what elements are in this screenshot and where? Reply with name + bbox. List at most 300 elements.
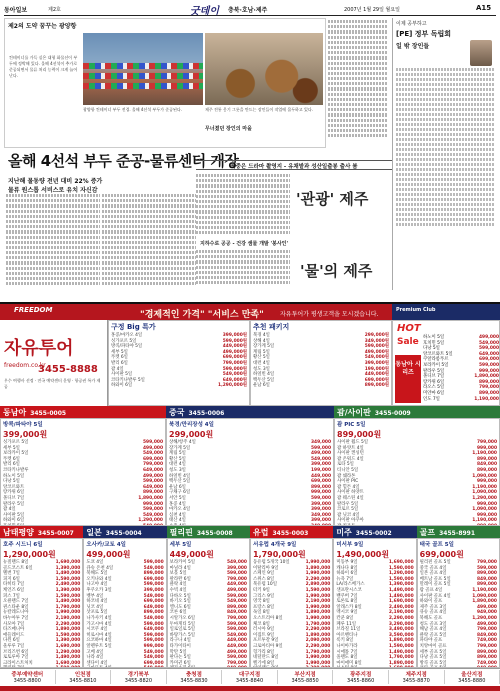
- destination-name: 괌 4일: [3, 507, 16, 513]
- price-value: 949,000: [476, 610, 497, 616]
- main-headline: 올해 4선석 부두 준공-물류센터 개장: [8, 152, 239, 170]
- page-number: A15: [476, 4, 492, 12]
- destination-name: 센다이 4일: [86, 660, 108, 666]
- price-value: 999,000: [477, 512, 497, 518]
- price-value: 1,490,000: [388, 587, 414, 593]
- destination-name: 터키 9일: [253, 587, 270, 593]
- destination-name: 러시아 9일: [253, 627, 275, 633]
- price-value: 699,000: [143, 456, 163, 462]
- right-column: [392, 18, 496, 290]
- price-value: 599,000: [226, 621, 247, 627]
- right-body: [396, 68, 494, 228]
- branch-phone: 3455-8850: [291, 678, 319, 684]
- price-value: 199,000: [311, 467, 331, 473]
- featured-price: 1,290,000원: [3, 550, 56, 559]
- branch-name: 광주지점: [350, 672, 372, 678]
- branch-phone: 3455-8830: [180, 678, 208, 684]
- branch-phone: 3455-8810: [69, 678, 97, 684]
- paper-name: 동아일보: [4, 7, 28, 14]
- region-name: 괌/사이판: [337, 408, 371, 417]
- destination-name: 괌 골프 4일: [419, 587, 443, 593]
- price-value: 699,000: [143, 576, 164, 582]
- destination-name: 스페인 9일: [253, 571, 275, 577]
- price-value: 399,000원: [222, 333, 247, 338]
- price-value: 499,000: [226, 649, 247, 655]
- advertisement-section: [0, 302, 500, 691]
- region-header[interactable]: [333, 526, 416, 538]
- branch-contact[interactable]: [445, 670, 500, 684]
- price-value: 1,290,000: [388, 571, 414, 577]
- right-title: [PE] 정부 독립회: [396, 30, 451, 38]
- destination-name: 사이판 켄싱턴: [337, 451, 364, 457]
- craft-photo: [205, 33, 323, 105]
- destination-name: 구채구 6일: [169, 490, 191, 496]
- price-value: 799,000: [226, 660, 247, 666]
- destination-name: 퀸스타운 8일: [3, 604, 29, 610]
- price-value: 2,290,000: [55, 621, 81, 627]
- text-column: [328, 20, 388, 144]
- body-column-2: [102, 194, 196, 290]
- price-value: 1,490,000: [388, 593, 414, 599]
- price-value: 899,000원: [364, 383, 389, 389]
- featured-price: 1,790,000원: [253, 550, 306, 559]
- price-value: 799,000: [476, 643, 497, 649]
- lower-banner: 북중은 드라마 촬영지 - 유채밭과 성산일출봉 출사 붐: [196, 160, 392, 170]
- package-list: [250, 320, 392, 406]
- price-value: 799,000: [226, 576, 247, 582]
- featured-package: 북경/만리장성 4일: [169, 422, 214, 428]
- price-value: 2,190,000: [55, 615, 81, 621]
- price-value: 1,590,000: [388, 643, 414, 649]
- branch-contact[interactable]: [111, 670, 167, 684]
- price-value: 3,290,000: [388, 621, 414, 627]
- destination-name: 북해도 5일: [86, 571, 108, 577]
- branch-contact[interactable]: [222, 670, 278, 684]
- tourism-headline: '관광' 제주: [296, 190, 369, 208]
- destination-name: 몰디브 7일: [3, 495, 25, 501]
- hot-label: HOT: [397, 323, 421, 334]
- destination-name: 코타키나발루: [3, 467, 29, 473]
- branch-name: 울산지점: [461, 672, 483, 678]
- price-value: 1,590,000: [388, 576, 414, 582]
- destination-name: 세부 5일: [111, 349, 128, 355]
- destination-name: 청도 3일: [169, 467, 186, 473]
- price-value: 649,000: [143, 484, 163, 490]
- destination-name: 토론토 8일: [336, 599, 358, 605]
- price-value: 499,000: [311, 451, 331, 457]
- destination-name: 다낭 5일: [3, 479, 20, 485]
- price-value: 899,000: [143, 610, 164, 616]
- region-header[interactable]: [166, 406, 334, 418]
- destination-name: 북유럽 10일: [253, 582, 277, 588]
- price-value: 849,000: [226, 610, 247, 616]
- featured-package: 호주 시드니 6일: [3, 542, 43, 548]
- price-value: 349,000: [311, 512, 331, 518]
- destination-name: 보라카이 5일: [3, 451, 29, 457]
- featured-package: 서유럽 4개국 9일: [253, 542, 297, 548]
- port-photo: [83, 33, 203, 105]
- destination-name: 미동부 9일: [336, 560, 358, 565]
- destination-name: 장가계 5일: [169, 445, 191, 451]
- destination-name: 사이판 PIC: [337, 479, 359, 485]
- price-value: 899,000: [479, 390, 499, 396]
- destination-name: LA/라스베가스: [336, 582, 365, 588]
- freedom-url[interactable]: freedom.co.kr: [4, 362, 46, 369]
- price-value: 1,890,000: [388, 660, 414, 666]
- price-value: 499,000원: [222, 349, 247, 355]
- branch-name: 경기북부: [127, 672, 150, 678]
- price-value: 549,000: [143, 655, 164, 661]
- price-value: 749,000: [476, 660, 497, 666]
- region-header[interactable]: [167, 526, 250, 538]
- price-value: 999,000: [477, 479, 497, 485]
- region-phone: 3455-0008: [196, 530, 233, 537]
- price-value: 799,000: [476, 627, 497, 633]
- price-value: 449,000: [311, 473, 331, 479]
- photo-block: [4, 18, 326, 148]
- featured-price: 699,000원: [419, 550, 464, 559]
- price-value: 799,000: [477, 440, 497, 445]
- price-value: 549,000: [226, 560, 247, 565]
- price-value: 999,000: [143, 501, 163, 507]
- destination-name: 대련 4일: [253, 360, 270, 366]
- price-value: 499,000: [143, 445, 163, 451]
- destination-name: 알펜루트 5일: [86, 643, 112, 649]
- featured-price: 499,000원: [86, 550, 131, 559]
- price-value: 899,000: [476, 571, 497, 577]
- destination-name: 판다논 5일: [169, 655, 191, 661]
- destination-name: 바누아투 7일: [3, 615, 29, 621]
- region-phone: 3455-0009: [374, 410, 411, 417]
- region-header[interactable]: [417, 526, 500, 538]
- price-value: 2,890,000: [305, 582, 331, 588]
- destination-name: 백두산 5일: [253, 377, 275, 383]
- price-value: 999,000: [477, 501, 497, 507]
- price-value: 1,490,000: [55, 571, 81, 577]
- destination-name: 뉴칼레도니아: [3, 610, 29, 616]
- price-value: 199,000원: [364, 366, 389, 372]
- price-value: 399,000원: [364, 360, 389, 366]
- price-value: 549,000: [479, 340, 499, 346]
- branch-phone: 3455-8870: [402, 678, 430, 684]
- ad-footer: [0, 668, 500, 691]
- destination-name: 팔라우 5일: [337, 501, 359, 507]
- price-value: 1,090,000: [472, 593, 497, 599]
- destination-name: 이탈리아 9일: [253, 565, 279, 571]
- price-value: 599,000: [143, 621, 164, 627]
- destination-name: 밴쿠버 7일: [336, 593, 358, 599]
- sale-label: Sale: [397, 337, 419, 347]
- price-value: 649,000원: [222, 377, 247, 383]
- branch-contact[interactable]: [56, 670, 112, 684]
- region-header[interactable]: [334, 406, 500, 418]
- destination-name: 하와이 6일: [3, 518, 25, 524]
- destination-name: 보홀 5일: [169, 571, 187, 577]
- destination-name: 타히티 7일: [3, 582, 25, 588]
- price-value: 1,790,000: [388, 655, 414, 661]
- lower-feature: [196, 160, 392, 290]
- destination-name: 계림 5일: [169, 451, 186, 457]
- price-value: 499,000: [479, 335, 499, 340]
- destination-name: 칸쿤 8일: [336, 615, 354, 621]
- ad-slogan-2: 자유투어가 평생고객을 모시겠습니다.: [280, 311, 379, 318]
- price-value: 599,000: [311, 445, 331, 451]
- branch-name: 충청점: [185, 672, 202, 678]
- ad-slogan: "경제적인 가격" "서비스 만족": [140, 310, 264, 320]
- destination-name: 파타야 골프: [419, 638, 443, 644]
- destination-name: 홍콩/마카오 4일: [111, 333, 143, 338]
- region-header[interactable]: [0, 526, 83, 538]
- price-value: 449,000: [226, 582, 247, 588]
- destination-name: 바기오 5일: [169, 599, 191, 605]
- region-header[interactable]: [0, 406, 166, 418]
- branch-name: 인천점: [74, 672, 91, 678]
- destination-name: 카미귄 6일: [169, 660, 191, 666]
- destination-name: 오스트리아 8일: [253, 615, 283, 621]
- price-value: 899,000: [477, 467, 497, 473]
- price-value: 799,000: [479, 385, 499, 391]
- price-value: 1,390,000: [55, 565, 81, 571]
- branch-contact[interactable]: [333, 670, 389, 684]
- destination-name: 사이판 아쿠아: [337, 518, 364, 524]
- price-value: 849,000: [476, 632, 497, 638]
- branch-contact[interactable]: [167, 670, 223, 684]
- destination-name: 라오스 5일: [423, 385, 445, 391]
- region-name: 남태평양: [3, 528, 34, 537]
- branch-contact[interactable]: [389, 670, 445, 684]
- region-phone: 3455-0005: [30, 410, 67, 417]
- price-value: 1,090,000: [472, 473, 497, 479]
- destination-name: 코타키나발루 5일: [111, 377, 145, 383]
- branch-contact[interactable]: [278, 670, 334, 684]
- price-value: 599,000원: [364, 344, 389, 350]
- photo-label: 무너졌던 장인의 마을: [205, 126, 252, 132]
- destination-name: 세부 골프 5일: [419, 649, 447, 655]
- ad-grid: [108, 320, 392, 406]
- price-value: 899,000: [311, 484, 331, 490]
- price-value: 599,000: [226, 627, 247, 633]
- price-value: 1,790,000: [305, 649, 331, 655]
- destination-name: 싱가포르 5일: [111, 338, 137, 344]
- destination-name: 헝가리 8일: [253, 649, 275, 655]
- region-body: [333, 538, 416, 668]
- destination-name: 백두산 5일: [169, 479, 191, 485]
- price-value: 799,000원: [222, 360, 247, 366]
- price-value: 1,890,000: [305, 565, 331, 571]
- price-value: 1,490,000: [55, 599, 81, 605]
- destination-name: 스위스 8일: [253, 576, 275, 582]
- destination-name: 영국 8일: [253, 599, 270, 605]
- region-header[interactable]: [250, 526, 333, 538]
- region-phone: 3455-0006: [188, 410, 225, 417]
- destination-name: 나가사키 4일: [86, 615, 112, 621]
- price-value: 1,290,000: [55, 649, 81, 655]
- destination-name: 운남 6일: [169, 484, 186, 490]
- destination-name: 다낭 골프 5일: [419, 655, 447, 661]
- region-body: [0, 418, 166, 526]
- destination-name: 다바오 5일: [169, 593, 191, 599]
- destination-name: 쿠알라룸푸르: [423, 357, 449, 363]
- region-body: [334, 418, 500, 526]
- price-value: 449,000: [226, 643, 247, 649]
- price-value: 1,190,000: [472, 587, 497, 593]
- destination-name: 브라질 11일: [336, 627, 361, 633]
- price-value: 799,000: [476, 560, 497, 565]
- destination-name: 요코하마 4일: [86, 638, 112, 644]
- destination-name: 팔라우 5일: [423, 368, 445, 374]
- destination-name: 멜번 7일: [3, 571, 20, 577]
- price-value: 1,190,000: [472, 451, 497, 457]
- destination-name: 청도 골프 3일: [419, 621, 447, 627]
- destination-name: 엘니도 6일: [169, 604, 191, 610]
- region-header[interactable]: [83, 526, 166, 538]
- price-row: [253, 383, 389, 389]
- destination-name: 하와이 6일: [336, 571, 358, 577]
- price-value: 549,000: [311, 456, 331, 462]
- featured-price: 299,000원: [169, 430, 214, 439]
- destination-name: 도쿄 4일: [86, 560, 104, 565]
- hot-sale-box: [392, 320, 500, 406]
- price-value: 349,000: [311, 440, 331, 445]
- featured-package: 방콕/파타야 5일: [3, 422, 43, 428]
- premium-club-label: Premium Club: [392, 304, 500, 320]
- destination-name: 샌프란시스코: [336, 587, 362, 593]
- price-value: 749,000: [476, 638, 497, 644]
- destination-name: 사이판 5일: [111, 372, 133, 378]
- price-value: 799,000: [226, 615, 247, 621]
- destination-name: 프랑스 8일: [253, 604, 275, 610]
- destination-name: 두마게티 5일: [169, 621, 196, 627]
- destination-name: 알래스카 8일: [336, 604, 362, 610]
- branch-name: 부산지점: [294, 672, 316, 678]
- destination-name: 퍼스 7일: [3, 593, 20, 599]
- footer-cities: [0, 670, 500, 684]
- region-body: [417, 538, 500, 668]
- destination-name: 마이애미 8일: [336, 660, 362, 666]
- right-kicker: 이제 공부하고: [396, 21, 427, 27]
- destination-name: 큐슈 온천 4일: [86, 565, 114, 571]
- package-list: [108, 320, 250, 406]
- price-value: 699,000: [311, 479, 331, 485]
- destination-name: 베트남 골프 5일: [419, 576, 451, 582]
- price-value: 2,290,000: [305, 576, 331, 582]
- destination-name: 하얼빈 4일: [169, 473, 191, 479]
- price-value: 899,000: [143, 571, 164, 577]
- price-value: 599,000: [143, 638, 164, 644]
- price-value: 1,790,000: [305, 621, 331, 627]
- price-value: 999,000: [477, 445, 497, 451]
- branch-phone: 3455-8800: [13, 678, 41, 684]
- price-value: 1,990,000: [305, 655, 331, 661]
- featured-price: 1,490,000원: [336, 550, 390, 559]
- destination-name: 후쿠오카 3일: [86, 587, 112, 593]
- region-name: 동남아: [3, 408, 27, 417]
- branch-contact[interactable]: [0, 670, 56, 684]
- destination-name: 호치민 5일: [423, 340, 445, 346]
- destination-name: 마카오 4일: [169, 507, 191, 513]
- price-value: 549,000: [143, 615, 164, 621]
- price-value: 1,690,000: [55, 560, 81, 565]
- destination-name: 크라이스트처치: [3, 660, 33, 666]
- price-value: 2,090,000: [305, 638, 331, 644]
- container-row: [83, 63, 203, 69]
- price-value: 1,690,000: [55, 643, 81, 649]
- destination-name: 마닐라 4일: [169, 565, 191, 571]
- price-value: 1,090,000: [472, 507, 497, 513]
- price-value: 599,000원: [222, 366, 247, 372]
- price-value: 899,000: [479, 379, 499, 385]
- destination-name: 청도 3일: [253, 366, 270, 372]
- issue-number: 제2호: [48, 7, 61, 13]
- destination-name: 상해/항주 4일: [169, 440, 196, 445]
- price-value: 1,290,000원: [218, 383, 247, 389]
- freedom-title: 자유투어: [4, 338, 74, 359]
- destination-name: 닛코 4일: [86, 604, 104, 610]
- destination-name: 몰디브 7일: [423, 374, 445, 380]
- destination-name: 타가이타이: [169, 643, 191, 649]
- destination-name: 계림 5일: [253, 349, 270, 355]
- destination-name: 나라 4일: [86, 655, 104, 661]
- destination-name: 뉴욕 7일: [336, 576, 354, 582]
- destination-name: 라구나 4일: [169, 638, 191, 644]
- destination-name: 바탕가스 5일: [169, 632, 196, 638]
- branch-name: 제주지점: [405, 672, 427, 678]
- price-value: 1,690,000: [55, 660, 81, 666]
- destination-name: 시코쿠 4일: [86, 627, 108, 633]
- price-value: 549,000: [143, 451, 163, 457]
- price-value: 449,000원: [222, 344, 247, 350]
- featured-package: 미서부 9일: [336, 542, 364, 548]
- destination-name: 골드코스트 6일: [3, 565, 33, 571]
- destination-name: 시알가오 6일: [169, 615, 196, 621]
- price-value: 499,000: [226, 587, 247, 593]
- price-value: 499,000원: [364, 349, 389, 355]
- destination-name: 해남 골프 4일: [419, 627, 447, 633]
- price-value: 2,290,000: [305, 643, 331, 649]
- destination-name: 티니안 5일: [337, 467, 359, 473]
- price-value: 2,190,000: [305, 599, 331, 605]
- destination-name: 사이판 5일: [3, 512, 25, 518]
- price-row: [111, 383, 247, 389]
- lower-subhead: 지하수로 공공 - 건강 샘물 개발 '봉사인': [200, 241, 289, 247]
- lower-column-2: [196, 250, 290, 290]
- featured-package: 괌 PIC 5일: [337, 422, 366, 428]
- region-body: [250, 538, 333, 668]
- destination-name: 하와이 골프: [419, 599, 443, 605]
- destination-name: 장가계 5일: [253, 344, 275, 350]
- featured-price: 899,000원: [337, 430, 382, 439]
- photo-caption-1: 광양항 컨테이너 부두 전경. 올해 4선석 부두가 준공된다.: [83, 107, 182, 112]
- destination-name: 태산 4일: [169, 518, 186, 524]
- price-value: 599,000: [143, 479, 163, 485]
- destination-name: 발리 6일: [111, 360, 128, 366]
- price-value: 599,000: [476, 565, 497, 571]
- price-value: 1,990,000: [305, 615, 331, 621]
- price-value: 1,190,000: [472, 484, 497, 490]
- destination-name: 보라카이 5일: [169, 560, 196, 565]
- destination-name: 페루 11일: [336, 621, 357, 627]
- price-value: 549,000: [226, 632, 247, 638]
- destination-name: 코론 6일: [169, 610, 187, 616]
- destination-name: 랑카위 6일: [3, 490, 25, 496]
- destination-name: 치앙마이 골프: [419, 643, 447, 649]
- price-value: 549,000원: [364, 355, 389, 361]
- destination-name: 캐나다 8일: [336, 565, 358, 571]
- price-value: 899,000: [476, 649, 497, 655]
- feature-kicker: 제2의 도약 꿈꾸는 광양항: [8, 23, 77, 30]
- destination-name: 괌 닛코 4일: [337, 512, 360, 518]
- author-photo: [470, 40, 492, 66]
